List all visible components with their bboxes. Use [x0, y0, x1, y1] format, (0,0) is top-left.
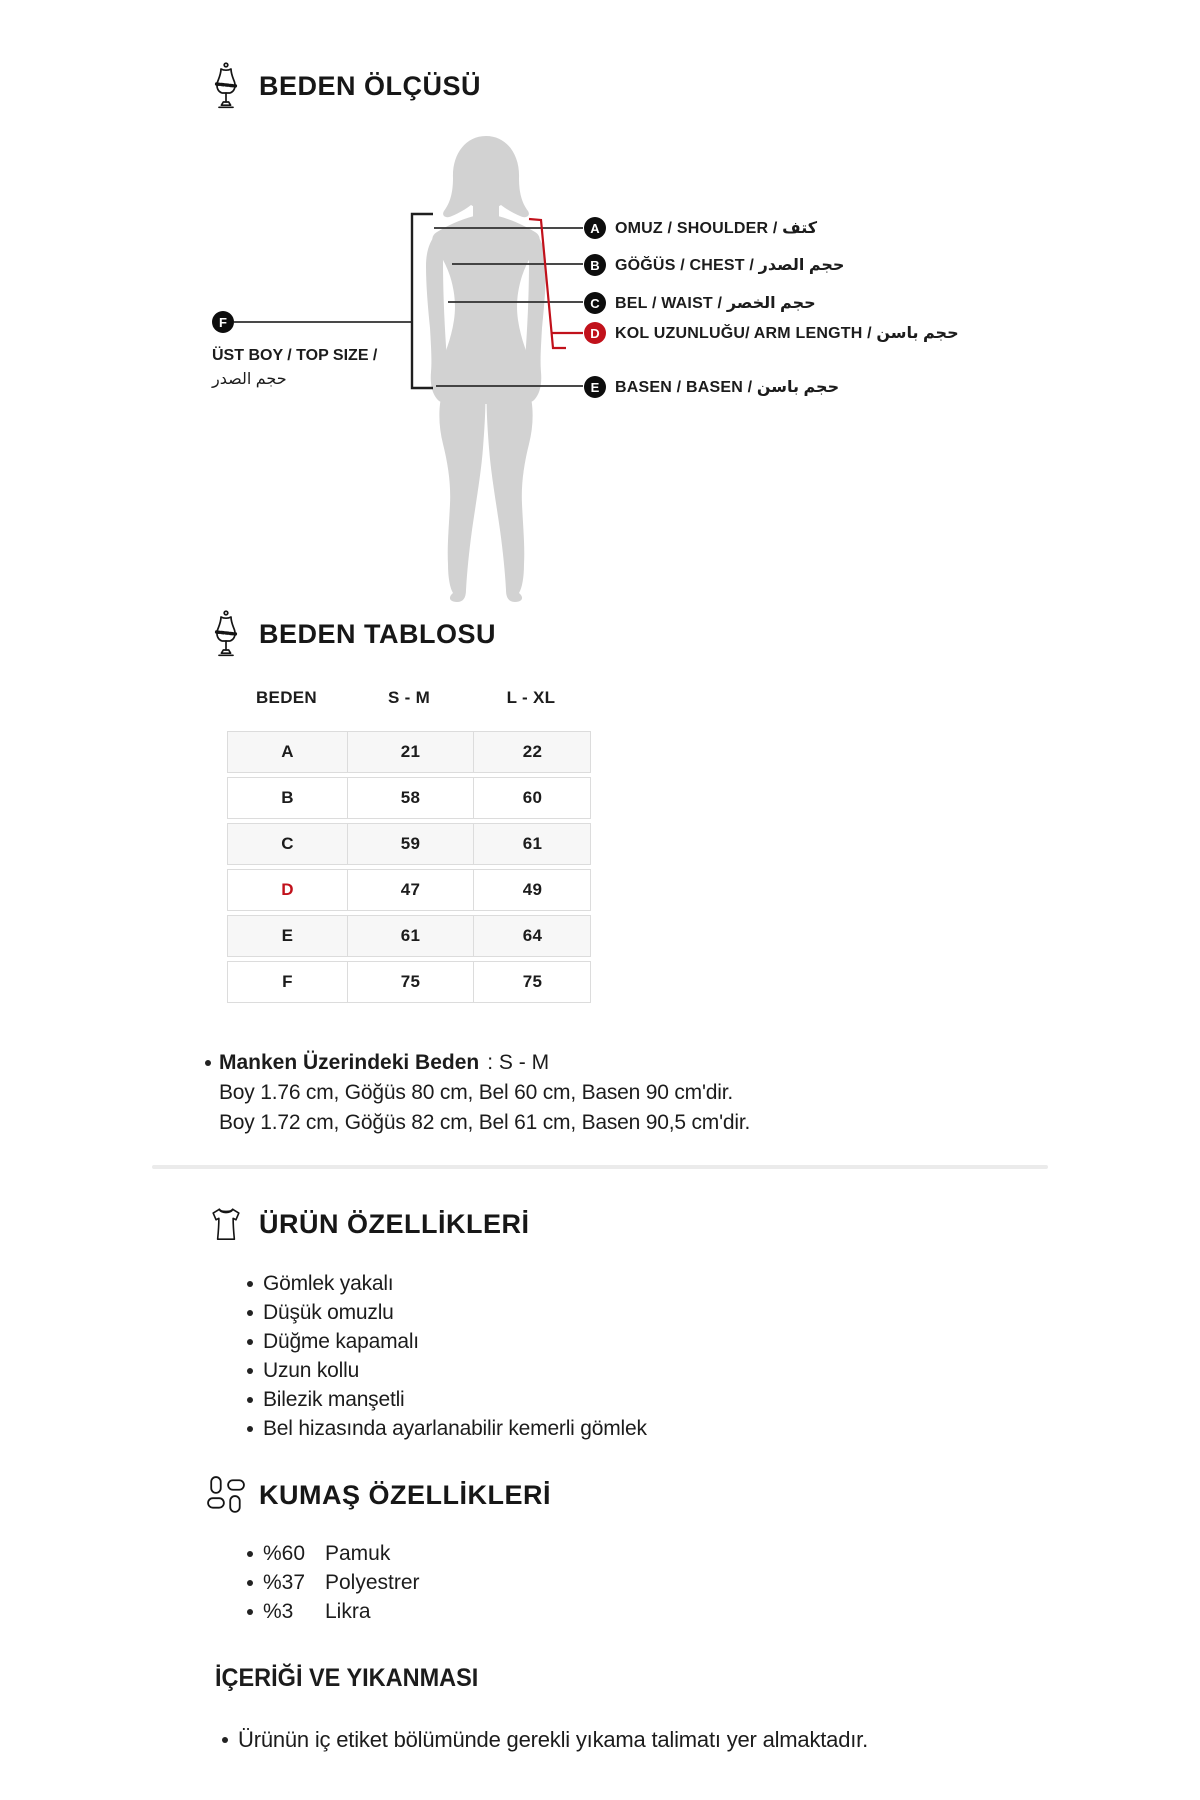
col-beden: BEDEN: [255, 688, 317, 707]
list-item: [247, 1597, 420, 1626]
label-arm-length: KOL UZUNLUĞU/ ARM LENGTH / حجم باسن: [615, 325, 959, 342]
feature-text: Bel hizasında ayarlanabilir kemerli gömlek: [263, 1416, 647, 1440]
fabric-percent: %3: [263, 1599, 294, 1623]
list-item: [247, 1539, 420, 1568]
fabric-percent: %37: [263, 1570, 306, 1594]
badge-a: A: [584, 217, 606, 239]
label-top-size-line1: ÜST BOY / TOP SIZE /: [212, 347, 378, 364]
label-row-waist: [584, 292, 816, 314]
bullet-dot: [247, 1339, 253, 1345]
col-s-m: S - M: [387, 688, 431, 707]
cell-key: C: [281, 834, 294, 853]
size-diagram: [0, 110, 1200, 620]
feature-text: Gömlek yakalı: [263, 1271, 394, 1295]
badge-d: D: [584, 322, 606, 344]
label-chest: GÖĞÜS / CHEST / حجم الصدر: [615, 257, 845, 274]
fabric-features-list: [247, 1539, 420, 1626]
cell-lxl: 60: [473, 778, 591, 818]
size-table-columns: [227, 688, 591, 708]
bullet-dot: [247, 1551, 253, 1557]
tshirt-icon: [205, 1204, 247, 1244]
label-top-size-line2: حجم الصدر: [212, 371, 287, 388]
label-row-chest: [584, 254, 844, 276]
cell-key-highlight: D: [281, 880, 294, 899]
product-features-header: [205, 1204, 530, 1244]
list-item: [247, 1385, 647, 1414]
cell-sm: 75: [347, 962, 473, 1002]
badge-f: F: [212, 311, 234, 333]
bullet-dot: [247, 1368, 253, 1374]
cell-lxl: 64: [473, 916, 591, 956]
cell-key: F: [282, 972, 293, 991]
fabric-features-header: [205, 1476, 551, 1514]
care-text: Ürünün iç etiket bölümünde gerekli yıkama talimatı yer almaktadır.: [238, 1727, 868, 1752]
col-l-xl: L - XL: [506, 688, 556, 707]
section-divider: [152, 1165, 1048, 1169]
bullet-dot: [247, 1609, 253, 1615]
badge-c: C: [584, 292, 606, 314]
cell-sm: 47: [347, 870, 473, 910]
mannequin-icon: [205, 610, 247, 658]
bullet-dot: [247, 1281, 253, 1287]
label-shoulder: OMUZ / SHOULDER / كتف: [615, 220, 818, 237]
size-table-title: BEDEN TABLOSU: [259, 618, 497, 649]
size-guide-header: [205, 62, 481, 110]
fabric-name: Pamuk: [325, 1541, 391, 1565]
model-size-info: [205, 1048, 750, 1138]
feature-text: Bilezik manşetli: [263, 1387, 405, 1411]
cell-lxl: 49: [473, 870, 591, 910]
table-row: [227, 915, 591, 957]
fabric-name: Polyestrer: [325, 1570, 420, 1594]
fabric-features-title: KUMAŞ ÖZELLİKLERİ: [259, 1479, 551, 1510]
product-features-title: ÜRÜN ÖZELLİKLERİ: [259, 1208, 530, 1239]
fabric-name: Likra: [325, 1599, 371, 1623]
feature-text: Düğme kapamalı: [263, 1329, 419, 1353]
table-row: [227, 731, 591, 773]
bullet-dot: [247, 1580, 253, 1586]
care-instruction: [222, 1724, 902, 1755]
list-item: [247, 1356, 647, 1385]
model-measurements-1: Boy 1.76 cm, Göğüs 80 cm, Bel 60 cm, Basen 90 cm'dir.: [219, 1081, 733, 1104]
bullet-dot: [205, 1060, 211, 1066]
list-item: [247, 1327, 647, 1356]
feature-text: Uzun kollu: [263, 1358, 360, 1382]
table-row: [227, 869, 591, 911]
body-silhouette-figure: [0, 110, 1200, 620]
product-features-list: [247, 1269, 647, 1443]
cell-key: E: [281, 926, 294, 945]
cell-sm: 59: [347, 824, 473, 864]
table-row: [227, 777, 591, 819]
label-row-arm-length: [584, 322, 959, 344]
care-title: İÇERİĞİ VE YIKANMASI: [215, 1664, 479, 1692]
model-measurements-2: Boy 1.72 cm, Göğüs 82 cm, Bel 61 cm, Basen 90,5 cm'dir.: [219, 1111, 751, 1134]
bullet-dot: [247, 1426, 253, 1432]
bullet-dot: [247, 1397, 253, 1403]
size-table-header: [205, 610, 496, 658]
label-hip: BASEN / BASEN / حجم باسن: [615, 379, 840, 396]
cell-sm: 61: [347, 916, 473, 956]
female-body-silhouette: [426, 136, 546, 602]
list-item: [247, 1269, 647, 1298]
list-item: [247, 1298, 647, 1327]
feature-text: Düşük omuzlu: [263, 1300, 394, 1324]
list-item: [247, 1568, 420, 1597]
label-top-size: [212, 344, 377, 392]
size-table-body: [227, 731, 591, 1003]
cell-lxl: 22: [473, 732, 591, 772]
model-size-label: Manken Üzerindeki Beden: [219, 1051, 480, 1074]
cell-sm: 58: [347, 778, 473, 818]
list-item: [247, 1414, 647, 1443]
cell-key: B: [281, 788, 294, 807]
label-waist: BEL / WAIST / حجم الخصر: [615, 295, 816, 312]
model-size-value: : S - M: [487, 1051, 550, 1074]
badge-b: B: [584, 254, 606, 276]
table-row: [227, 961, 591, 1003]
fabric-weave-icon: [205, 1476, 247, 1514]
size-guide-title: BEDEN ÖLÇÜSÜ: [259, 70, 482, 101]
cell-lxl: 75: [473, 962, 591, 1002]
size-table: [227, 688, 591, 1003]
label-row-hip: [584, 376, 839, 398]
label-row-shoulder: [584, 217, 817, 239]
badge-e: E: [584, 376, 606, 398]
bullet-dot: [247, 1310, 253, 1316]
mannequin-icon: [205, 62, 247, 110]
cell-sm: 21: [347, 732, 473, 772]
cell-key: A: [281, 742, 294, 761]
fabric-percent: %60: [263, 1541, 306, 1565]
cell-lxl: 61: [473, 824, 591, 864]
bullet-dot: [222, 1737, 228, 1743]
table-row: [227, 823, 591, 865]
model-size-line: [205, 1048, 750, 1078]
